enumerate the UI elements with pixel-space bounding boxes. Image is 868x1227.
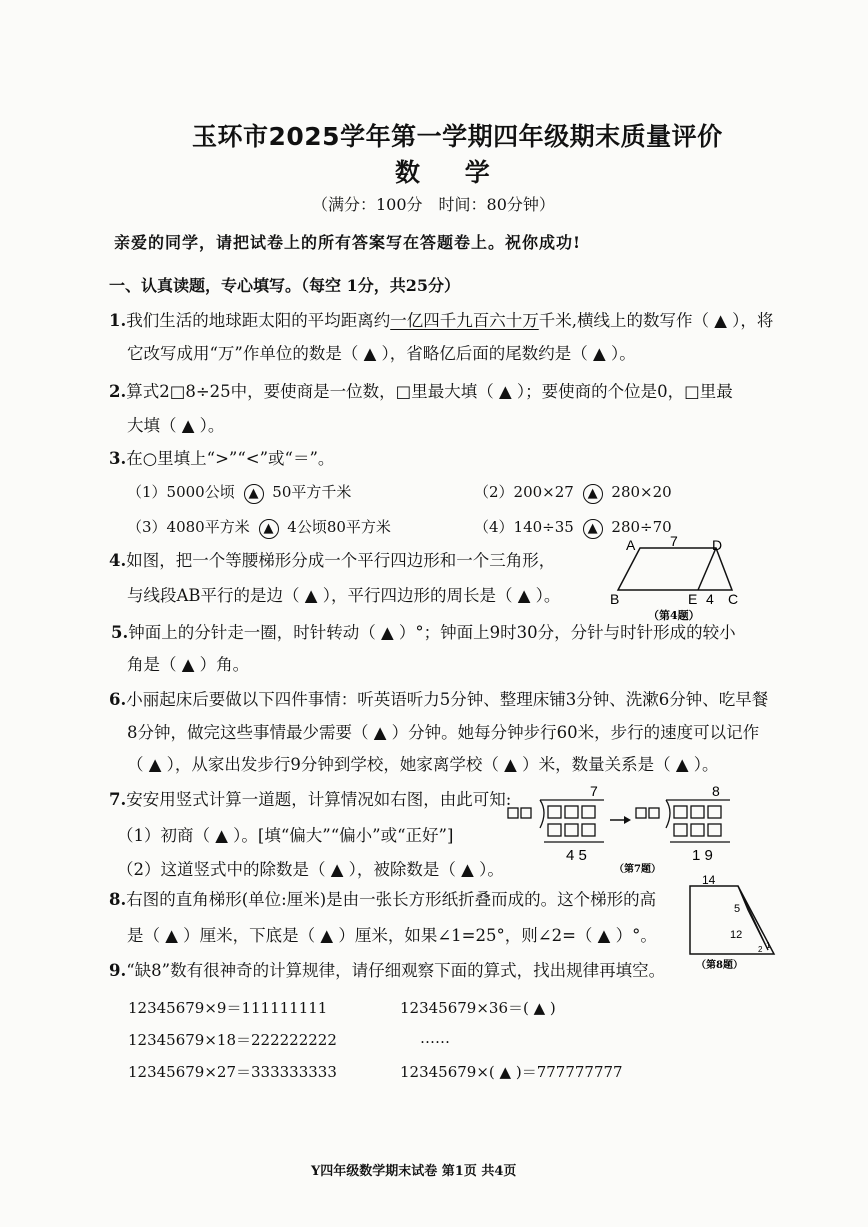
figure-caption: （第4题） (648, 609, 700, 622)
q8-line1: 右图的直角梯形(单位:厘米)是由一张长方形纸折叠而成的。这个梯形的高 (126, 890, 657, 909)
q7-line1: 安安用竖式计算一道题，计算情况如右图，由此可知: (126, 790, 512, 809)
q1-text-post: 千米,横线上的数写作（ ▲ ），将 (538, 311, 774, 330)
slant-length-label: 5 (734, 903, 741, 915)
question-7-sub2: （2）这道竖式中的除数是（ ▲ ），被除数是（ ▲ ）。 (117, 860, 504, 879)
q9-right-eq-2: 12345679×( ▲ )＝777777777 (400, 1063, 623, 1081)
circle-mark: ▲ (583, 484, 603, 504)
question-9 (109, 963, 665, 980)
vertex-B-label: B (610, 591, 620, 607)
question-6-line2: 8分钟，做完这些事情最少需要（ ▲ ）分钟。她每分钟步行60米，步行的速度可以记作 (127, 723, 760, 742)
trapezoid-figure (606, 536, 746, 622)
q9-right-eq-1: 12345679×36＝( ▲ ) (400, 999, 556, 1017)
q3-item-1 (127, 481, 351, 504)
folded-trapezoid-figure (682, 872, 786, 972)
fold-crease (738, 886, 768, 950)
q1-underlined-number: 一亿四千九百六十万 (390, 311, 539, 330)
question-7-sub1: （1）初商（ ▲ ）。[填“偏大”“偏小”或“正好”] (117, 826, 454, 845)
arrow-head (624, 816, 631, 824)
long-division-figure (504, 782, 738, 874)
q3-item-2 (474, 481, 672, 504)
question-8-line2: 是（ ▲ ）厘米，下底是（ ▲ ）厘米，如果∠1=25°，则∠2=（ ▲ ）°。 (127, 926, 657, 945)
q3-item-left: （2）200×27 (474, 483, 574, 501)
subject-title: 数 学 (395, 158, 508, 187)
right-trapezoid-outline (690, 886, 774, 954)
question-number: 4. (109, 551, 127, 570)
question-number: 3. (109, 449, 127, 468)
question-1 (109, 313, 773, 330)
q9-left-eq-2: 12345679×18＝222222222 (128, 1031, 337, 1049)
q1-text-pre: 我们生活的地球距太阳的平均距离约 (126, 311, 391, 330)
trapezoid-outline (618, 548, 732, 590)
question-4-line2: 与线段AB平行的是边（ ▲ ），平行四边形的周长是（ ▲ ）。 (127, 586, 561, 605)
q3-line1: 在○里填上“>”“<”或“＝”。 (126, 449, 335, 468)
page-footer: Y四年级数学期末试卷 第1页 共4页 (311, 1164, 517, 1179)
question-number: 2. (109, 382, 127, 401)
figure-caption: （第7题） (614, 864, 661, 874)
question-number: 7. (109, 790, 127, 809)
vertex-A-label: A (626, 537, 636, 553)
angle-1-label: 1 (766, 941, 771, 950)
vertex-C-label: C (728, 591, 739, 607)
exam-title: 玉环市2025学年第一学期四年级期末质量评价 (192, 122, 723, 151)
question-6-line3: （ ▲ ），从家出发步行9分钟到学校，她家离学校（ ▲ ）米，数量关系是（ ▲ ）。 (127, 755, 719, 774)
bottom-length-label: 4 (706, 591, 714, 607)
diagonal-length-label: 12 (730, 929, 743, 941)
circle-mark: ▲ (259, 519, 279, 539)
second-remainder: 1 9 (692, 847, 713, 864)
top-length-label: 14 (702, 873, 716, 887)
question-8 (109, 892, 656, 909)
q9-right-ellipsis: …… (420, 1029, 450, 1047)
top-length-label: 7 (670, 536, 678, 549)
q3-item-left: （3）4080平方米 (127, 518, 250, 536)
first-remainder: 4 5 (566, 847, 587, 864)
q3-item-left: （4）140÷35 (474, 518, 574, 536)
q3-item-right: 4公顷80平方米 (287, 518, 391, 536)
second-quotient: 8 (712, 783, 720, 799)
q9-left-eq-1: 12345679×9＝111111111 (128, 999, 328, 1017)
q9-line1: “缺8”数有很神奇的计算规律，请仔细观察下面的算式，找出规律再填空。 (126, 961, 666, 980)
q2-line1: 算式2□8÷25中，要使商是一位数，□里最大填（ ▲ ）；要使商的个位是0，□里最 (126, 382, 733, 401)
q3-item-right: 280×20 (611, 483, 672, 501)
q3-item-right: 280÷70 (611, 518, 672, 536)
first-quotient: 7 (590, 783, 598, 799)
greeting: 亲爱的同学，请把试卷上的所有答案写在答题卷上。祝你成功! (114, 233, 582, 252)
vertex-E-label: E (688, 591, 698, 607)
angle-2-label: 2 (758, 945, 763, 954)
q3-item-right: 50平方千米 (272, 483, 352, 501)
exam-info: （满分：100分 时间：80分钟） (312, 195, 555, 214)
figure-caption: （第8题） (696, 960, 743, 971)
q3-item-3 (127, 516, 391, 539)
q4-line1: 如图，把一个等腰梯形分成一个平行四边形和一个三角形， (126, 551, 556, 570)
question-7 (109, 792, 511, 809)
question-3 (109, 451, 334, 468)
question-number: 6. (109, 690, 127, 709)
circle-mark: ▲ (244, 484, 264, 504)
question-1-line2: 它改写成用“万”作单位的数是（ ▲ ），省略亿后面的尾数约是（ ▲ ）。 (127, 344, 636, 363)
q3-item-left: （1）5000公顷 (127, 483, 235, 501)
question-5 (111, 625, 736, 642)
circle-mark: ▲ (583, 519, 603, 539)
question-number: 8. (109, 890, 127, 909)
section1-heading: 一、认真读题，专心填写。（每空 1分，共25分） (109, 276, 460, 295)
question-2 (109, 384, 733, 401)
question-number: 9. (109, 961, 127, 980)
segment-DE (698, 548, 716, 590)
question-number: 1. (109, 311, 127, 330)
q5-line1: 钟面上的分针走一圈，时针转动（ ▲ ）°；钟面上9时30分，分针与时针形成的较小 (128, 623, 736, 642)
question-6 (109, 692, 768, 709)
question-number: 5. (111, 623, 129, 642)
question-2-line2: 大填（ ▲ ）。 (127, 416, 225, 435)
q9-left-eq-3: 12345679×27＝333333333 (128, 1063, 337, 1081)
question-5-line2: 角是（ ▲ ）角。 (127, 655, 250, 674)
vertex-D-label: D (712, 537, 723, 553)
q6-line1: 小丽起床后要做以下四件事情：听英语听力5分钟、整理床铺3分钟、洗漱6分钟、吃早餐 (126, 690, 769, 709)
question-4 (109, 553, 555, 570)
